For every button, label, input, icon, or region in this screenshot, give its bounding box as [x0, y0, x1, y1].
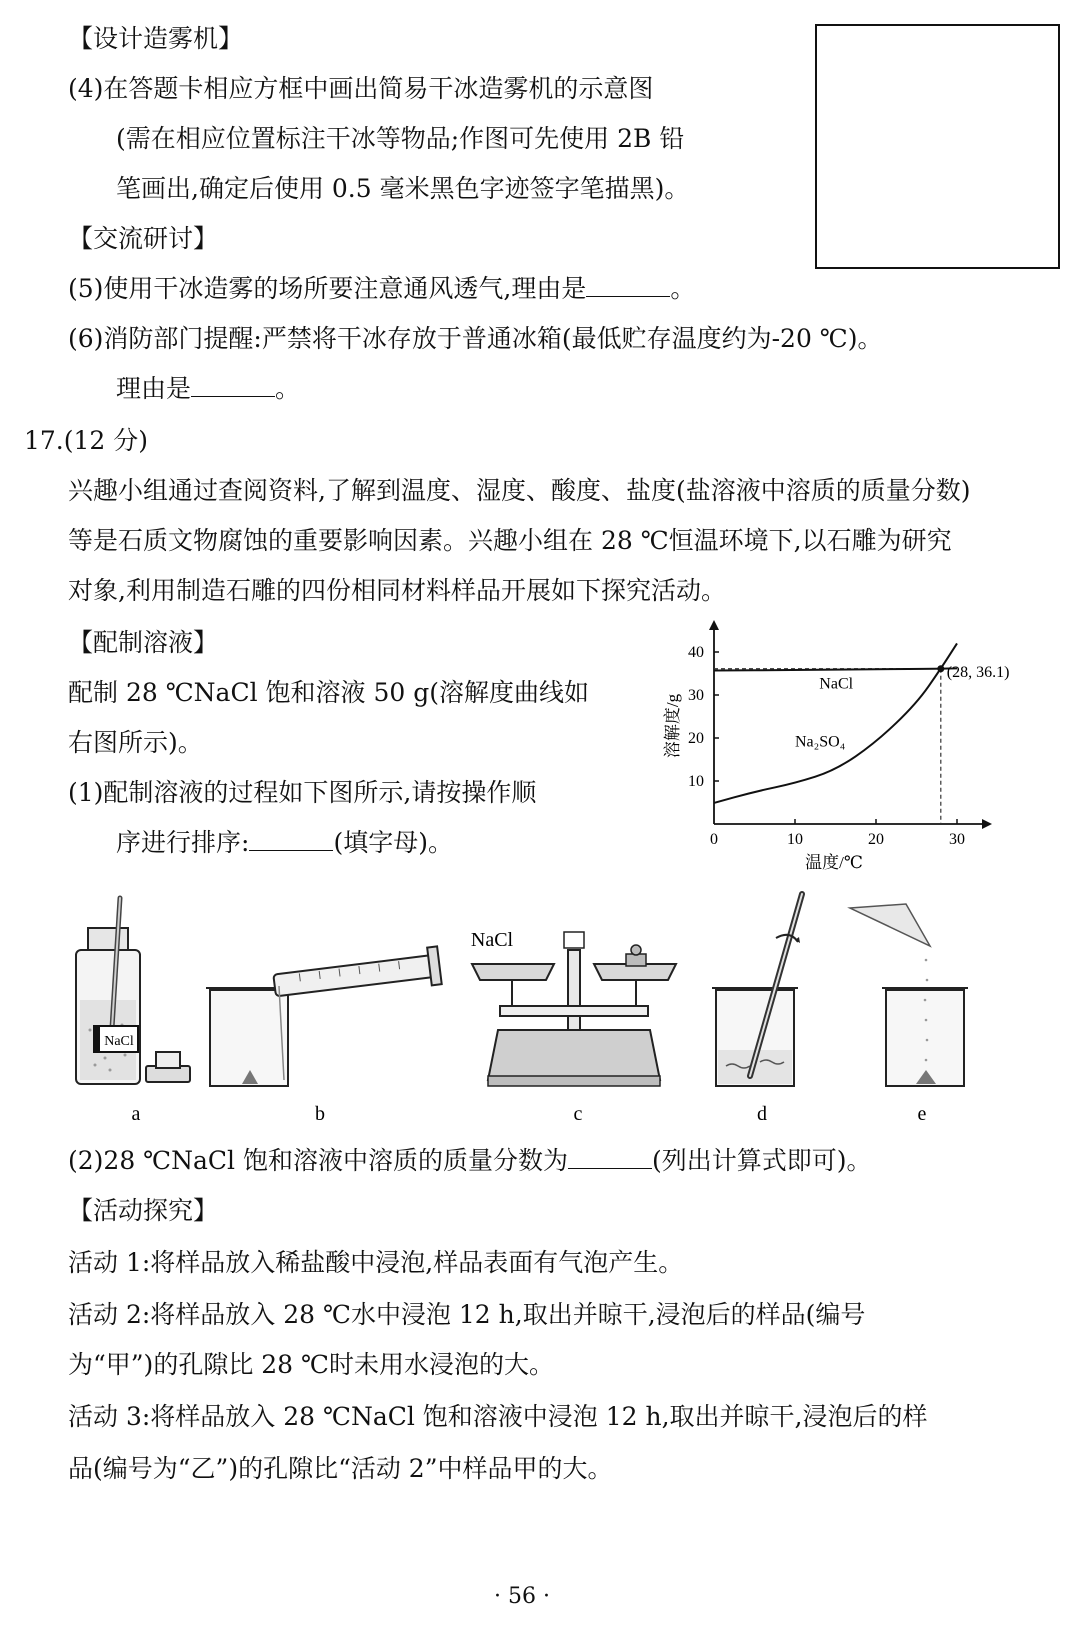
- jar-label-nacl: NaCl: [104, 1034, 134, 1049]
- question-5-end: 。: [670, 274, 696, 303]
- annotation-label: (28, 36.1): [946, 663, 1010, 681]
- apparatus-label-c: c: [573, 1103, 583, 1125]
- activity-3-line-1: 活动 3:将样品放入 28 ℃NaCl 饱和溶液中浸泡 12 h,取出并晾干,浸泡后的样: [68, 1402, 928, 1431]
- question-2: [68, 1144, 872, 1178]
- x-tick-label: 10: [787, 831, 803, 848]
- question-1-line-1: (1)配制溶液的过程如下图所示,请按操作顺: [68, 778, 537, 807]
- balance-label-nacl: NaCl: [470, 929, 514, 951]
- apparatus-b-pour-water: [206, 946, 442, 1086]
- activity-2-line-2: 为“甲”)的孔隙比 28 ℃时未用水浸泡的大。: [68, 1350, 554, 1379]
- apparatus-label-d: d: [757, 1103, 767, 1125]
- question-1-line-2: [116, 826, 453, 860]
- answer-blank-q6[interactable]: [191, 376, 275, 397]
- solubility-chart: [660, 616, 1060, 886]
- y-tick-label: 30: [688, 687, 704, 704]
- question-6-line-2: [116, 372, 300, 406]
- question-5: [68, 272, 695, 306]
- question-2-end: (列出计算式即可)。: [652, 1146, 872, 1175]
- answer-blank-q5[interactable]: [586, 276, 670, 297]
- question-17-title: 17.(12 分): [24, 426, 149, 455]
- apparatus-c-balance: [471, 929, 676, 1086]
- apparatus-a-jar: [76, 898, 190, 1084]
- activity-3-line-2: 品(编号为“乙”)的孔隙比“活动 2”中样品甲的大。: [68, 1454, 613, 1483]
- apparatus-figure: [60, 880, 1020, 1130]
- question-5-text: (5)使用干冰造雾的场所要注意通风透气,理由是: [68, 274, 587, 303]
- x-axis-arrow: [982, 819, 992, 829]
- x-tick-label: 20: [868, 831, 884, 848]
- y-axis-arrow: [709, 620, 719, 630]
- section-heading-prepare: 【配制溶液】: [68, 628, 219, 657]
- series-label-nacl: NaCl: [819, 675, 854, 693]
- prepare-line-2: 右图所示)。: [68, 728, 203, 757]
- intro-line-3: 对象,利用制造石雕的四份相同材料样品开展如下探究活动。: [68, 576, 726, 605]
- series-label-na2so4: Na₂SO₄: [795, 733, 846, 751]
- question-6-end: 。: [275, 374, 301, 403]
- question-4-line-3: 笔画出,确定后使用 0.5 毫米黑色字迹签字笔描黑)。: [116, 174, 690, 203]
- y-tick-label: 10: [688, 773, 704, 790]
- intro-line-1: 兴趣小组通过查阅资料,了解到温度、湿度、酸度、盐度(盐溶液中溶质的质量分数): [68, 476, 971, 505]
- prepare-line-1: 配制 28 ℃NaCl 饱和溶液 50 g(溶解度曲线如: [68, 678, 589, 707]
- x-tick-label: 30: [949, 831, 965, 848]
- apparatus-e-add-solid: [850, 904, 968, 1086]
- question-6-line-1: (6)消防部门提醒:严禁将干冰存放于普通冰箱(最低贮存温度约为-20 ℃)。: [68, 324, 883, 353]
- question-4-line-2: (需在相应位置标注干冰等物品;作图可先使用 2B 铅: [116, 124, 685, 153]
- y-axis-label: 溶解度/g: [663, 693, 682, 759]
- section-heading-exchange: 【交流研讨】: [68, 224, 219, 253]
- activity-1: 活动 1:将样品放入稀盐酸中浸泡,样品表面有气泡产生。: [68, 1248, 684, 1277]
- apparatus-d-stirring: [712, 894, 802, 1086]
- x-axis-label: 温度/℃: [805, 853, 863, 872]
- apparatus-label-a: a: [131, 1103, 141, 1125]
- question-1-text: 序进行排序:: [116, 828, 250, 857]
- section-heading-activity: 【活动探究】: [68, 1196, 219, 1225]
- apparatus-label-b: b: [315, 1103, 325, 1125]
- x-tick-label: 0: [710, 831, 718, 848]
- intro-line-2: 等是石质文物腐蚀的重要影响因素。兴趣小组在 28 ℃恒温环境下,以石雕为研究: [68, 526, 952, 555]
- question-4-line-1: (4)在答题卡相应方框中画出简易干冰造雾机的示意图: [68, 74, 654, 103]
- activity-2-line-1: 活动 2:将样品放入 28 ℃水中浸泡 12 h,取出并晾干,浸泡后的样品(编号: [68, 1300, 866, 1329]
- page-number: · 56 ·: [494, 1584, 550, 1609]
- drawing-answer-box[interactable]: [815, 24, 1060, 269]
- question-6-text: 理由是: [116, 374, 192, 403]
- answer-blank-q2[interactable]: [568, 1148, 652, 1169]
- series-line-na2so4: [714, 643, 957, 803]
- intersection-point: [937, 665, 944, 672]
- answer-blank-q1[interactable]: [249, 830, 333, 851]
- question-1-end: (填字母)。: [333, 828, 453, 857]
- y-tick-label: 40: [688, 644, 704, 661]
- apparatus-label-e: e: [917, 1103, 927, 1125]
- y-tick-label: 20: [688, 730, 704, 747]
- question-2-text: (2)28 ℃NaCl 饱和溶液中溶质的质量分数为: [68, 1146, 568, 1175]
- section-heading-design: 【设计造雾机】: [68, 24, 244, 53]
